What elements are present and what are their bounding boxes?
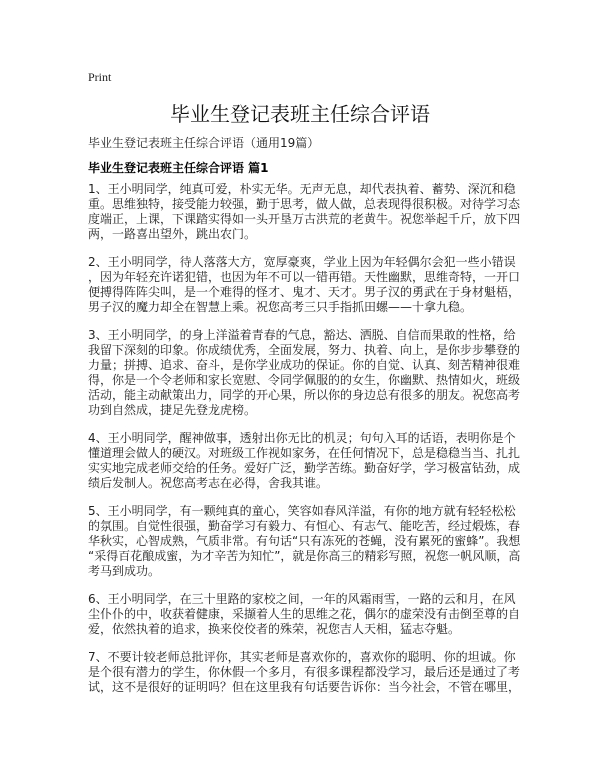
paragraph-1 bbox=[88, 182, 521, 242]
paragraph-line: 尘仆仆的中，收获着健康，采撷着人生的思维之花，偶尔的虚荣没有击倒至尊的自 bbox=[88, 607, 521, 621]
section-heading: 毕业生登记表班主任综合评语 篇1 bbox=[88, 161, 269, 175]
paragraph-line: 的氛围。自觉性很强，勤奋学习有毅力、有恒心、有志气、能吃苦，经过煅炼，春 bbox=[88, 519, 521, 533]
paragraph-6 bbox=[88, 592, 521, 637]
paragraph-line: “采得百花酿成蜜，为才辛苦为知忙”，就是你高三的精彩写照，祝您一帆风顺，高 bbox=[88, 549, 521, 563]
paragraph-line: 是个很有潜力的学生，你休假一个多月，有很多课程都没学习，最后还是通过了考 bbox=[88, 665, 521, 679]
page-title: 毕业生登记表班主任综合评语 bbox=[170, 102, 430, 126]
paragraph-line: 度端正，上课，下课踏实得如一头开垦万古洪荒的老黄牛。祝您举起千斤，放下四 bbox=[88, 212, 521, 226]
paragraph-line: 功到自然成，捷足先登龙虎榜。 bbox=[88, 403, 257, 417]
paragraph-line: 2、王小明同学，待人落落大方，宽厚豪爽，学业上因为年轻偶尔会犯一些小错误 bbox=[88, 255, 516, 269]
document-subtitle: 毕业生登记表班主任综合评语（通用19篇） bbox=[88, 136, 320, 150]
paragraph-line: 我留下深刻的印象。你成绩优秀，全面发展，努力、执着、向上，是你步步攀登的 bbox=[88, 343, 521, 357]
paragraph-line: 两，一路喜出望外，跳出农门。 bbox=[88, 227, 257, 241]
paragraph-3 bbox=[88, 328, 521, 418]
print-label: Print bbox=[88, 70, 112, 84]
paragraph-line: 6、王小明同学，在三十里路的家校之间，一年的风霜雨雪，一路的云和月，在风 bbox=[88, 592, 516, 606]
paragraph-7 bbox=[88, 650, 521, 695]
paragraph-line: 爱，依然执着的追求，换来佼佼者的殊荣，祝您吉人天相，猛志夺魁。 bbox=[88, 622, 461, 636]
paragraph-line: 便搏得阵阵尖叫，是一个难得的怪才、鬼才、天才。男子汉的勇武在于身材魁梧， bbox=[88, 285, 521, 299]
paragraph-line: 绩后发制人。祝您高考志在必得，舍我其谁。 bbox=[88, 476, 329, 490]
paragraph-line: 活动，能主动献策出力，同学的开心果，所以你的身边总有很多的朋友。祝您高考 bbox=[88, 388, 521, 402]
paragraph-line: 实实地完成老师交给的任务。爱好广泛，勤学苦练。勤奋好学，学习极富钻劲，成 bbox=[88, 461, 521, 475]
paragraph-line: 重。思维独特，接受能力较强，勤于思考，做人做，总表现得很积极。对待学习态 bbox=[88, 197, 521, 211]
paragraph-2 bbox=[88, 255, 521, 315]
paragraph-4 bbox=[88, 431, 521, 491]
paragraph-line: 4、王小明同学，醒神做事，透射出你无比的机灵；句句入耳的话语，表明你是个 bbox=[88, 431, 516, 445]
paragraph-line: 7、不要计较老师总批评你，其实老师是喜欢你的，喜欢你的聪明、你的坦诚。你 bbox=[88, 650, 516, 664]
paragraph-line: 5、王小明同学，有一颗纯真的童心，笑容如春风洋溢，有你的地方就有轻轻松松 bbox=[88, 504, 516, 518]
paragraph-line: 懂道理会做人的硬汉。对班级工作视如家务，在任何情况下，总是稳稳当当、扎扎 bbox=[88, 446, 521, 460]
paragraph-line: 华秋实，心智成熟，气质非常。有句话“只有冻死的苍蝇，没有累死的蜜蜂”。我想 bbox=[88, 534, 521, 548]
paragraph-line: 得，你是一个令老师和家长宽慰、令同学佩服的的女生，你幽默、热情如火，班级 bbox=[88, 373, 521, 387]
document-body bbox=[88, 182, 521, 708]
paragraph-line: 考马到成功。 bbox=[88, 564, 161, 578]
paragraph-line: 男子汉的魔力却全在智慧上乘。祝您高考三只手指抓田螺——十拿九稳。 bbox=[88, 300, 473, 314]
paragraph-line: 试，这不是很好的证明吗？但在这里我有句话要告诉你：当今社会，不管在哪里， bbox=[88, 680, 521, 694]
paragraph-line: 3、王小明同学，的身上洋溢着青春的气息，豁达、洒脱、自信而果敢的性格，给 bbox=[88, 328, 516, 342]
paragraph-5 bbox=[88, 504, 521, 579]
paragraph-line: ，因为年轻充许诺犯错，也因为年不可以一错再错。天性幽默，思维奇特，一开口 bbox=[88, 270, 521, 284]
paragraph-line: 力量；拼搏、追求、奋斗，是你学业成功的保证。你的自觉、认真、刻苦精神很难 bbox=[88, 358, 521, 372]
paragraph-line: 1、王小明同学，纯真可爱，朴实无华。无声无息，却代表执着、蓄势、深沉和稳 bbox=[88, 182, 516, 196]
